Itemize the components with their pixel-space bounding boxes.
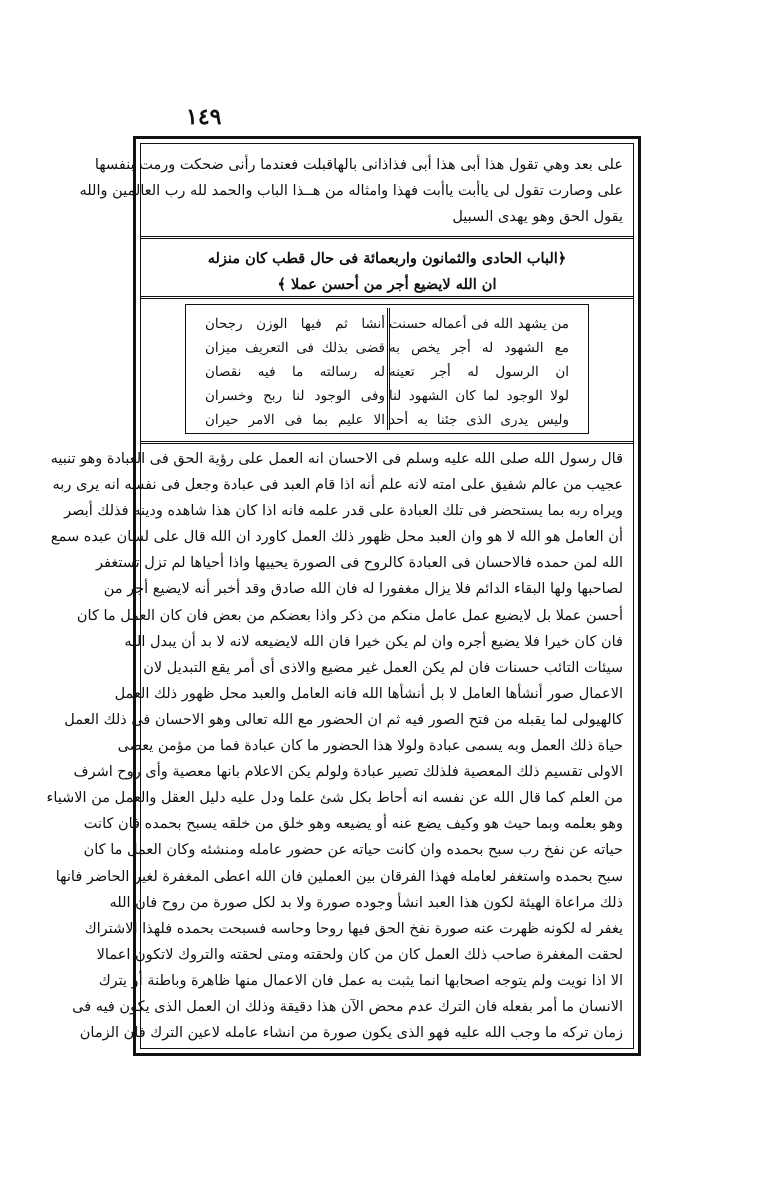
text-line: الاعمال صور أنشأها العامل لا بل أنشأها الله فانه العامل والعبد محل ظهور ذلك العمل: [114, 685, 623, 702]
text-line: فان كان خيرا فلا يضيع أجره وان لم يكن خيرا فان الله لايضيعه لانه لا بد أن يبدل الله: [124, 633, 623, 650]
text-line: على بعد وهي تقول هذا أبى هذا أبى فذاذانى بالهاقبلت فعندما رأنى ضحكت ورمت بنفسها: [94, 157, 623, 173]
text-line: على وصارت تقول لى ياأبت ياأبت فهذا وامثاله من هــذا الباب والحمد لله رب العالمين والله: [79, 183, 623, 199]
text-line: الله لمن حمده فالاحسان فى العبادة كالروح فى الصورة يحييها واذا أحياها لم تزل تستغفر: [96, 555, 623, 572]
verse-line: له رسالته ما فيه نقصان: [205, 364, 385, 380]
verse-line: الا عليم بما فى الامر حيران: [205, 412, 385, 428]
text-line: يغفر له لكونه ظهرت عنه صورة نفخ الحق فيها روحا وحاسه فسبحت بحمده فلهذا الاشتراك: [84, 920, 623, 937]
text-line: كالهيولى لما يقبله من فتح الصور فيه ثم ان الحضور مع الله تعالى وهو الاحسان فى ذلك العمل: [64, 711, 623, 728]
text-line: يقول الحق وهو يهدى السبيل: [452, 209, 623, 225]
text-line: من العلم كما قال الله عن نفسه انه أحاط بكل شئ علما ودل عليه دليل العقل والعمل من الاشياء: [46, 790, 623, 807]
verse-line: لولا الوجود لما كان الشهود لنا: [389, 388, 569, 404]
frame-inner-border: [46, 143, 634, 1049]
text-line: لصاحبها ولها البقاء الدائم فلا يزال مغفورا له فان الله صادق وقد أخبر أنه لايضيع أجر من: [103, 581, 623, 598]
text-line: لحقت المغفرة صاحب ذلك العمل كان من كان ولحقته ومتى لحقته والتروك لاتكون اعمالا: [96, 946, 623, 963]
text-line: حياته عن نفخ رب سبح بحمده وان كانت حياته عن حضور عامله ومنشئه وكان العمل ما كان: [83, 842, 623, 859]
text-line: وهو بعلمه وبما حيث هو وكيف يضع عنه أو يضيعه وهو خلق من خلقه يسبح بحمده فان كانت: [83, 816, 623, 833]
chapter-heading: [153, 246, 621, 298]
main-text: [46, 446, 623, 1046]
poem-first-hemistichs: [389, 312, 569, 432]
text-line: سبح بحمده واستغفر لعامله فهذا الفرقان بين العملين فان الله اعطى المغفرة لغير الحاضر فانها: [55, 868, 623, 885]
section-rule: [141, 441, 633, 444]
verse-line: وفى الوجود لنا ربح وخسران: [205, 388, 385, 404]
chapter-title-line: ﴿الباب الحادى والثمانون واربعمائة فى حال قطب كان منزله: [207, 250, 567, 267]
poem-second-hemistichs: [205, 312, 385, 432]
opening-paragraph: [79, 152, 623, 230]
text-line: أن العامل هو الله لا هو وان العبد محل ظهور ذلك العمل كاورد ان الله قال على لسان عبده سمع: [50, 529, 623, 546]
text-line: حياة ذلك العمل وبه يسمى عبادة ولولا هذا الحضور ما كان عبادة فما من مؤمن يعصى: [117, 738, 623, 755]
text-line: ذلك مراعاة الهيئة لكون هذا العبد انشأ وجوده صورة ولا بد لكل صورة من روح فان الله: [109, 894, 623, 911]
chapter-title-line: ان الله لايضيع أجر من أحسن عملا ﴾: [277, 276, 497, 293]
text-line: الاولى تقسيم ذلك المعصية فلذلك تصير عبادة ولولم يكن الاعلام بانها معصية وأى روح اشرف: [73, 764, 623, 781]
text-line: قال رسول الله صلى الله عليه وسلم فى الاحسان انه العمل على رؤية الحق فى العبادة وهو تنبيه: [50, 451, 623, 467]
page-number: ١٤٩: [186, 104, 222, 130]
text-line: الانسان ما أمر بفعله فان الترك عدم محض الآن هذا دقيقة وذلك ان العمل الذى يكون فيه فى: [72, 998, 623, 1015]
page-frame: [46, 136, 641, 1056]
poem-block: [185, 304, 589, 434]
verse-line: مع الشهود له أجر يخص به: [389, 340, 569, 356]
text-line: أحسن عملا بل لايضيع عمل عامل منكم من ذكر واذا بعضكم من بعض فان كان العمل ما كان: [76, 607, 623, 624]
text-line: سيئات التائب حسنات فان لم يكن العمل غير مضيع والاذى أى أمر يقع التبديل لان: [143, 659, 623, 676]
verse-line: ان الرسول له أجر تعينه: [389, 364, 569, 380]
verse-line: وليس يدرى الذى جئنا به أحد: [389, 412, 569, 428]
verse-line: من يشهد الله فى أعماله حسنت: [389, 316, 569, 332]
verse-line: أنشا ثم فيها الوزن رجحان: [205, 316, 385, 332]
verse-line: قضى بذلك فى التعريف ميزان: [205, 340, 385, 356]
text-line: عجيب من عالم شفيق على امته لانه علم أنه اذا قام العبد فى عبادة وجعل فى نفسه انه يرى ربه: [52, 477, 623, 494]
text-line: زمان تركه ما وجب الله عليه فهو الذى يكون صورة من انشاء عامله لاعين الترك فان الزمان: [79, 1025, 623, 1042]
section-rule: [141, 236, 633, 239]
text-line: ويراه ربه بما يستحضر فى تلك العبادة على قدر علمه فانه اذا كان هذا شاهده ودينه فذلك أبصر: [64, 503, 623, 520]
text-line: الا اذا نويت ولم يتوجه اصحابها انما يثبت به عمل فان الاعمال منها ظاهرة وباطنة أو يترك: [98, 972, 623, 989]
section-rule: [141, 296, 633, 299]
